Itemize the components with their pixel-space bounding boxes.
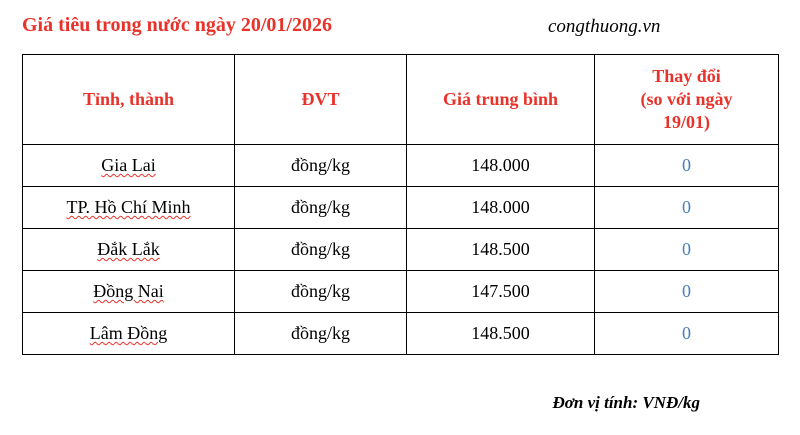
table-body [23,145,779,355]
site-brand: congthuong.vn [548,16,661,37]
cell-change: 0 [595,271,779,313]
cell-unit: đồng/kg [235,229,407,271]
table-row [23,271,779,313]
column-header-change-line3: 19/01) [663,112,710,133]
column-header-change-line1: Thay đổi [652,65,721,86]
cell-province: Đồng Nai [23,271,235,313]
column-header-change [595,55,779,145]
cell-change: 0 [595,229,779,271]
column-header-average-price: Giá trung bình [407,55,595,145]
cell-unit: đồng/kg [235,187,407,229]
cell-change: 0 [595,313,779,355]
cell-province: Gia Lai [23,145,235,187]
cell-province: TP. Hồ Chí Minh [23,187,235,229]
table-row [23,145,779,187]
pepper-price-table [22,54,779,355]
table-row [23,313,779,355]
cell-average-price: 148.000 [407,187,595,229]
cell-unit: đồng/kg [235,145,407,187]
page-title: Giá tiêu trong nước ngày 20/01/2026 [22,14,332,36]
cell-province: Lâm Đồng [23,313,235,355]
cell-change: 0 [595,187,779,229]
table-header [23,55,779,145]
column-header-unit: ĐVT [235,55,407,145]
cell-unit: đồng/kg [235,313,407,355]
cell-average-price: 148.500 [407,229,595,271]
table-header-row [23,55,779,145]
cell-province: Đắk Lắk [23,229,235,271]
cell-unit: đồng/kg [235,271,407,313]
column-header-province: Tỉnh, thành [23,55,235,145]
cell-change: 0 [595,145,779,187]
document-header [0,14,800,46]
unit-footnote: Đơn vị tính: VNĐ/kg [552,393,700,412]
cell-average-price: 147.500 [407,271,595,313]
table-row [23,187,779,229]
table-row [23,229,779,271]
cell-average-price: 148.500 [407,313,595,355]
cell-average-price: 148.000 [407,145,595,187]
column-header-change-line2: (so với ngày [640,88,733,109]
